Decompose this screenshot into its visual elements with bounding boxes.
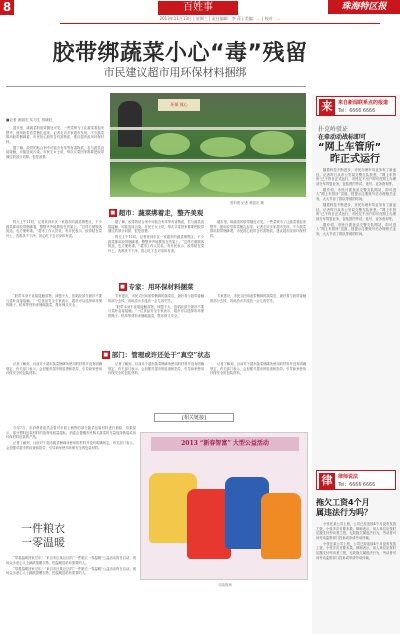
gift-bag: [261, 493, 301, 559]
lawyer-story-headline: 拖欠工资4个月 属违法行为吗？: [316, 498, 372, 517]
section-heading-3-text: 部门：管理或许还处于“真空”状态: [111, 351, 211, 359]
section-marker-icon: ■: [120, 284, 125, 290]
section-heading-2: [6, 282, 306, 291]
right-body: 据介绍，市民只需登录交警支队网站，即可进入“网上车管所”页面，按提示注册账号后办理相关业务，大大节省了排队等候的时间。: [316, 222, 396, 236]
lawyer-contact-phone: Tel：6666 6666: [338, 483, 376, 488]
page-number: 8: [0, 0, 14, 15]
related-body: 记者了解到，目前对于超市蔬菜捆绑所使用的材料并没有明确规定，有关部门表示，会加强对超市的检查和指导，引导商家使用环保安全的包装材料。: [6, 441, 136, 450]
shelf: [110, 127, 306, 130]
lead-text: 超市里，绑蔬菜的胶带随处可见。一些菜贩为了让蔬菜看起来整齐，便用胶带将菜捆扎起来。记者走访多家超市发现，不少蔬菜都用胶带捆绑着，市民担心胶带含有害物质，建议超市改用环保材料。: [6, 126, 104, 144]
right-body: 随着科技不断进步，市民办理车驾业务有了新途径。记者昨日从市公安局交警支队获悉，“网上车管所”已于昨日正式运行，市民足不出户即可在网上办理部分车驾管业务，包括预约考试、选号、业务查询等。: [316, 168, 396, 186]
vegetable-bunch: [200, 137, 246, 157]
byline: ■记者 黄丽宏 实习生 蔡晓旺: [6, 118, 53, 122]
lawyer-contact-box: [316, 470, 396, 490]
dateline: 2013年11月13日 | 星期三 | 责任编辑：李 萍 | 美编：... | 校对：...: [60, 16, 380, 24]
body-text: “胶带本身不直接接触食物，问题不大，但粘胶部分最好不要与菜叶直接接触。”一位食品安全专家表示，超市可以选择用环保的绳子、稻草等材料来捆绑蔬菜，既环保又安全。: [108, 304, 204, 318]
body-column: [108, 220, 204, 278]
vegetable-bunch: [130, 167, 190, 193]
vegetable-bunch: [250, 131, 294, 155]
body-column: [108, 362, 204, 408]
shopper-figure: [118, 101, 142, 147]
event-banner: 2013 “新春智富” 大型公益活动: [151, 437, 299, 451]
body-column: [210, 294, 306, 346]
side-story-headline: 一件粮衣 一零温暖: [21, 522, 65, 549]
right-body: 小张在某公司上班，公司已经连续4个月没有发放工资，小张多次讨要未果。律师表示，用人单位应按时足额支付劳动者工资，无故拖欠属违法行为，劳动者可向劳动监察部门投诉或申请劳动仲裁。: [316, 522, 396, 540]
story-headline-line: “网上车管所”: [318, 142, 382, 153]
story-kicker: 扑克岭驳证: [318, 126, 349, 133]
side-story-text: [6, 556, 136, 630]
right-body: 随着科技不断进步，市民办理车驾业务有了新途径。记者昨日从市公安局交警支队获悉，“网上车管所”已于昨日正式运行，市民足不出户即可在网上办理部分车驾管业务，包括预约考试、选号、业务查询等。: [316, 202, 396, 221]
subhead: 市民建议超市用环保材料捆绑: [103, 66, 247, 79]
lawyer-icon: 律: [319, 473, 335, 489]
section-heading-1: [6, 208, 306, 217]
body-text: 超市里，绑蔬菜的胶带随处可见。一些菜贩为了让蔬菜看起来整齐，便用胶带将菜捆扎起来。记者走访多家超市发现，不少蔬菜都用胶带捆绑着，市民担心胶带含有害物质，建议超市改用环保材料。: [210, 220, 306, 238]
news-point-icon: 来: [319, 99, 335, 115]
side-body: “带着温暖回家过年！”来自市区某社区的“一件粮衣一零温暖”公益活动昨日启动，现场众多爱心人士踊跃捐赠衣物，把温暖送给有需要的人。: [6, 566, 136, 576]
story-headline-line: 在牵动动战标即可: [318, 134, 367, 141]
body-text: 据了解，胶带的粘合剂中可能含有苯等有害物质，若与蔬菜直接接触，可能造成污染。市民王女士说，每次买菜回家都要把胶带缠过的部分切掉，很是浪费。: [108, 220, 204, 234]
body-column: [6, 220, 102, 278]
shelf: [110, 159, 306, 162]
charity-event-photo: [140, 432, 308, 580]
vegetable-photo: [110, 93, 306, 197]
lead-paragraph: [6, 126, 104, 204]
body-text: 专家建议，市民买回用胶带捆绑的蔬菜后，最好将与胶带接触的部分去掉，再用清水多浸泡一会儿再烹饪。: [108, 294, 204, 303]
body-column: [108, 294, 204, 346]
section-heading-3: [6, 350, 306, 359]
related-text: [6, 426, 136, 500]
photo-caption-2: 活动现场: [218, 583, 232, 587]
section-title: 百姓事: [158, 1, 238, 15]
vegetable-bunch: [150, 133, 190, 155]
news-contact-box: [316, 96, 396, 116]
side-body: “带着温暖回家过年！”来自市区某社区的“一件粮衣一零温暖”公益活动昨日启动，现场众多爱心人士踊跃捐赠衣物，把温暖送给有需要的人。: [6, 556, 136, 565]
section-heading-1-text: 超市：蔬菜绑着走，整齐美观: [118, 209, 204, 217]
headline: 胶带绑蔬菜小心“毒”残留: [52, 41, 308, 66]
lead-text-cont: 据了解，胶带的粘合剂中可能含有苯等有害物质，若与蔬菜直接接触，可能造成污染。市民王女士说，每次买菜回家都要把胶带缠过的部分切掉，很是浪费。: [6, 145, 104, 159]
body-text: “胶带本身不直接接触食物，问题不大，但粘胶部分最好不要与菜叶直接接触。”一位食品安全专家表示，超市可以选择用环保的绳子、稻草等材料来捆绑蔬菜，既环保又安全。: [6, 294, 102, 308]
section-marker-icon: ■: [110, 210, 116, 216]
paper-logo: 珠海特区报: [328, 0, 400, 14]
body-column: [210, 362, 306, 408]
body-column: [210, 220, 306, 278]
story-headline-line: 昨正式运行: [330, 154, 380, 165]
lawyer-contact-title: 律师说法: [338, 474, 359, 480]
body-text: 记者了解到，目前对于超市蔬菜捆绑所使用的材料并没有明确规定，有关部门表示，会加强对超市的检查和指导，引导商家使用环保安全的包装材料。: [108, 362, 204, 376]
lawyer-story-text: [316, 522, 396, 630]
right-body: 小张在某公司上班，公司已经连续4个月没有发放工资，小张多次讨要未果。律师表示，用人单位应按时足额支付劳动者工资，无故拖欠属违法行为，劳动者可向劳动监察部门投诉或申请劳动仲裁。: [316, 541, 396, 560]
news-contact-phone: Tel：6666 6666: [338, 109, 376, 114]
store-sign: 环保 放心: [158, 99, 200, 111]
body-text: 记者了解到，目前对于超市蔬菜捆绑所使用的材料并没有明确规定，有关部门表示，会加强对超市的检查和指导，引导商家使用环保安全的包装材料。: [210, 362, 306, 376]
body-text: 昨天上午11时，记者来到市区一家超市的蔬菜销售区，不少蔬菜都用胶带捆绑着，整整齐齐地摆放在货架上。“这样方便顾客挑选，也方便称重。”超市工作人员说。有市民表示，胶带粘在菜叶上，洗都洗不干净，担心吃下去对身体有害。: [6, 220, 102, 238]
news-contact-title: 来自新闻联系点的报道: [338, 100, 389, 106]
body-column: [6, 362, 102, 408]
body-text: 昨天上午11时，记者来到市区一家超市的蔬菜销售区，不少蔬菜都用胶带捆绑着，整整齐齐地摆放在货架上。“这样方便顾客挑选，也方便称重。”超市工作人员说。有市民表示，胶带粘在菜叶上，洗都洗不干净，担心吃下去对身体有害。: [108, 235, 204, 253]
divider: [6, 86, 306, 87]
section-marker-icon: ■: [103, 352, 109, 358]
body-text: 专家建议，市民买回用胶带捆绑的蔬菜后，最好将与胶带接触的部分去掉，再用清水多浸泡一会儿再烹饪。: [210, 294, 306, 303]
body-column: [6, 294, 102, 346]
right-body: 据介绍，市民只需登录交警支队网站，即可进入“网上车管所”页面，按提示注册账号后办理相关业务，大大节省了排队等候的时间。: [316, 187, 396, 201]
body-text: 记者了解到，目前对于超市蔬菜捆绑所使用的材料并没有明确规定，有关部门表示，会加强对超市的检查和指导，引导商家使用环保安全的包装材料。: [6, 362, 102, 376]
section-heading-2-text: 专家：用环保材料捆菜: [128, 283, 194, 291]
related-links-label: [相关链接]: [154, 413, 234, 422]
photo-caption: 资料图 记者 黄丽宏 摄: [230, 201, 264, 205]
vegetable-bunch: [200, 169, 270, 193]
related-body: 今年7月，市消费者委员会曾对市面上销售的部分蔬菜包装材料进行抽检，结果显示，部分塑料包装材料的溶剂残留量超标。消委会提醒市民购买蔬菜时尽量选择散装或用环保材料包装的产品。: [6, 426, 136, 440]
right-story-text: [316, 168, 396, 348]
